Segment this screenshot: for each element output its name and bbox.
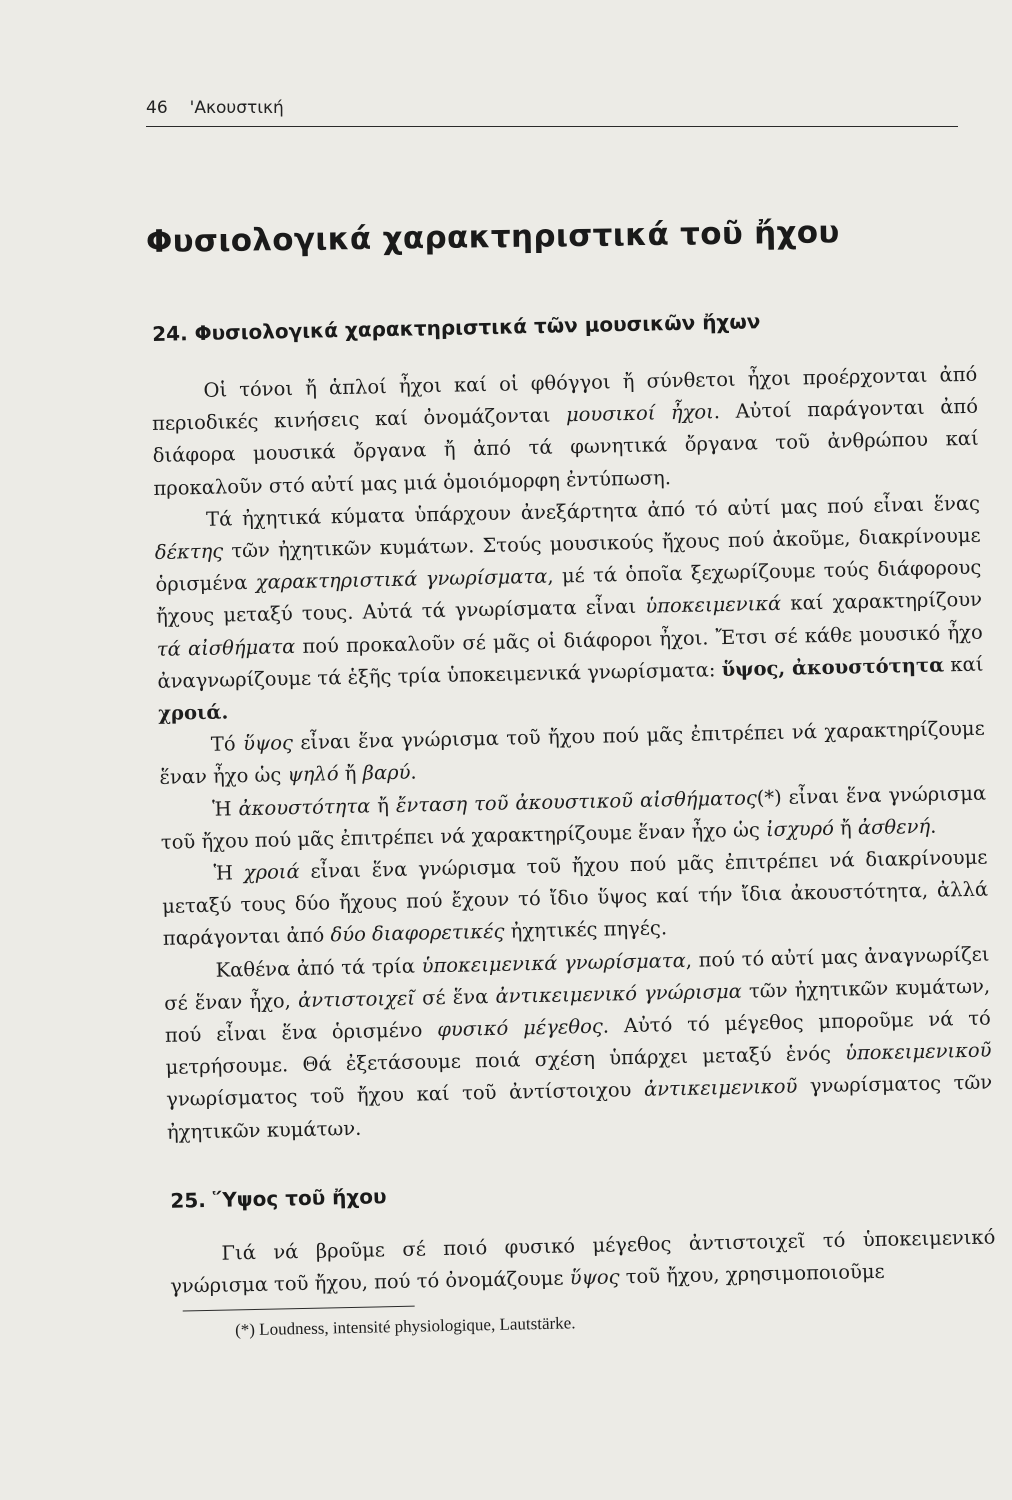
paragraph-7: Γιά νά βροῦμε σέ ποιό φυσικό μέγεθος ἀντιστοιχεῖ τό ὑποκειμενικό γνώρισμα τοῦ ἤχου, πού τό ὀνομάζουμε ὕψος τοῦ ἤχου, χρησιμοποιοῦμε [169,1225,996,1298]
chapter-title: Φυσιολογικά χαρακτηριστικά τοῦ ἤχου [145,214,840,260]
footnote-rule [183,1306,415,1312]
header-rule [146,126,958,127]
paragraph-5: Ἡ χροιά εἶναι ἕνα γνώρισμα τοῦ ἤχου πού μᾶς ἐπιτρέπει νά διακρίνουμε μεταξύ τους δύο ἤχους πού ἔχουν τό ἴδιο ὕψος καί τήν ἴδια ἀκουστότητα, ἀλλά παράγονται ἀπό δύο διαφορετικές ἠχητικές πηγές. [162,845,989,951]
paragraph-1: Οἱ τόνοι ἤ ἁπλοί ἦχοι καί οἱ φθόγγοι ἤ σύνθετοι ἦχοι προέρχονται ἀπό περιοδικές κινήσεις καί ὀνομάζονται μουσικοί ἦχοι. Αὐτοί παράγονται ἀπό διάφορα μουσικά ὄργανα ἤ ἀπό τά φωνητικά ὄργανα τοῦ ἀνθρώπου καί προκαλοῦν στό αὐτί μας μιά ὁμοιόμορφη ἐντύπωση. [151,362,979,500]
paragraph-3: Τό ὕψος εἶναι ἕνα γνώρισμα τοῦ ἤχου πού μᾶς ἐπιτρέπει νά χαρακτηρίζουμε ἕναν ἦχο ὡς ψηλό ἤ βαρύ. [159,716,985,790]
running-header [146,98,284,118]
paragraph-4: Ἡ ἀκουστότητα ἤ ἔνταση τοῦ ἀκουστικοῦ αἰσθήματος(*) εἶναι ἕνα γνώρισμα τοῦ ἤχου πού μᾶς ἐπιτρέπει νά χαρακτηρίζουμε ἕναν ἦχο ὡς ἰσχυρό ἤ ἀσθενή. [160,781,987,854]
paragraph-2: Τά ἠχητικά κύματα ὑπάρχουν ἀνεξάρτητα ἀπό τό αὐτί μας πού εἶναι ἕνας δέκτης τῶν ἠχητικῶν κυμάτων. Στούς μουσικούς ἤχους πού ἀκοῦμε, διακρίνουμε ὁρισμένα χαρακτηριστικά γνωρίσματα, μέ τά ὁποῖα ξεχωρίζουμε τούς διάφορους ἤχους μεταξύ τους. Αὐτά τά γνωρίσματα εἶναι ὑποκειμενικά καί χαρακτηρίζουν τά αἰσθήματα πού προκαλοῦν σέ μᾶς οἱ διάφοροι ἦχοι. Ἔτσι σέ κάθε μουσικό ἦχο ἀναγνωρίζουμε τά ἑξῆς τρία ὑποκειμενικά γνωρίσματα: ὕψος, ἀκουστότητα καί χροιά. [154,491,984,725]
section-25-heading: 25. Ὕψος τοῦ ἤχου [170,1184,387,1213]
paragraph-6: Καθένα ἀπό τά τρία ὑποκειμενικά γνωρίσματα, πού τό αὐτί μας ἀναγνωρίζει σέ ἕναν ἦχο, ἀντιστοιχεῖ σέ ἕνα ἀντικειμενικό γνώρισμα τῶν ἠχητικῶν κυμάτων, πού εἶναι ἕνα ὁρισμένο φυσικό μέγεθος. Αὐτό τό μέγεθος μποροῦμε νά τό μετρήσουμε. Θά ἐξετάσουμε ποιά σχέση ὑπάρχει μεταξύ ἑνός ὑποκειμενικοῦ γνωρίσματος τοῦ ἤχου καί τοῦ ἀντίστοιχου ἀντικειμενικοῦ γνωρίσματος τῶν ἠχητικῶν κυμάτων. [164,942,993,1144]
section-24-heading: 24. Φυσιολογικά χαρακτηριστικά τῶν μουσικῶν ἤχων [151,309,761,346]
page-body [150,305,997,1342]
page-number: 46 [146,98,168,118]
footnote: (*) Loudness, intensité physiologique, Lautstärke. [234,1313,576,1340]
running-title: 'Ακουστική [189,98,284,118]
